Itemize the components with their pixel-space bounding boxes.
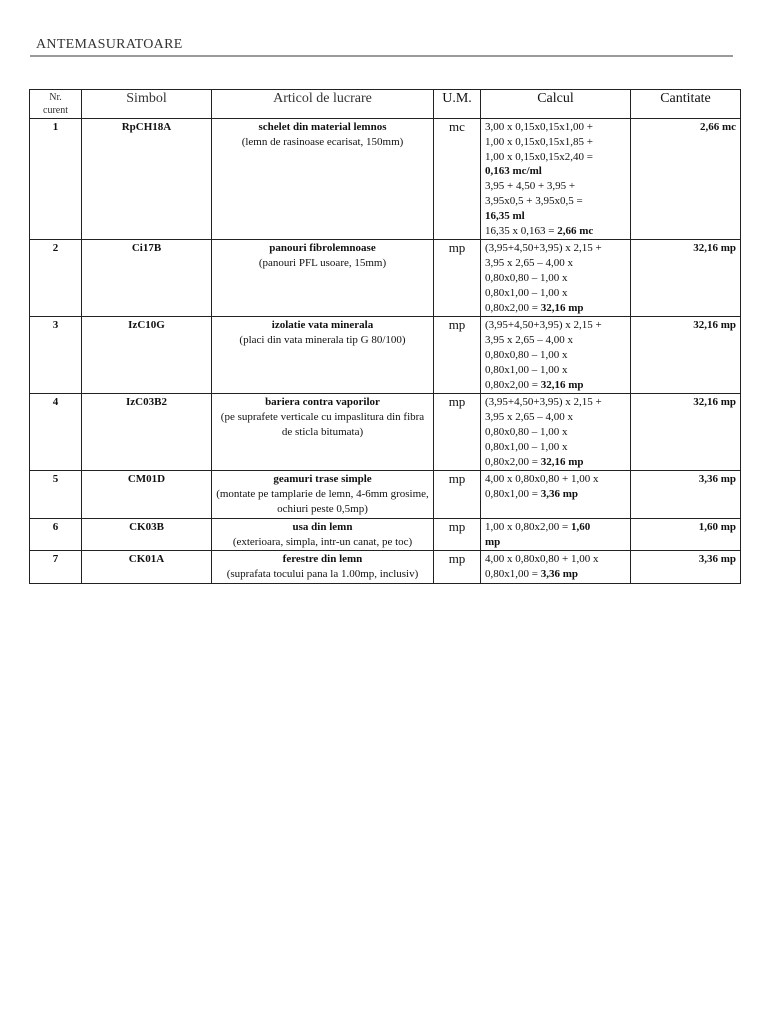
row-simbol: CM01D [82,471,212,518]
table-row [30,551,741,584]
calc-line [485,552,626,567]
articol-detail: (panouri PFL usoare, 15mm) [258,257,387,270]
calc-text: 3,00 x 0,15x0,15x1,00 + [485,121,593,133]
table-body [30,119,741,584]
calc-line [485,455,626,470]
calc-text: 3,95 x 2,65 – 4,00 x [485,411,573,424]
calc-line [485,179,626,194]
row-cantitate: 3,36 mp [631,551,741,584]
measurement-table [29,89,741,584]
calc-line [485,567,626,582]
calc-line [485,487,626,502]
row-um: mp [434,471,481,518]
calc-result: mp [485,535,501,548]
row-um: mp [434,240,481,317]
row-simbol: Ci17B [82,240,212,317]
row-calcul [481,551,631,584]
row-articol [212,240,434,317]
calc-result: 16,35 ml [485,209,525,222]
calc-line [485,520,626,535]
row-calcul [481,240,631,317]
row-number: 7 [30,551,82,584]
calc-result: 3,36 mp [540,488,578,501]
articol-title: schelet din material lemnos [258,121,387,133]
document-title: ANTEMASURATOARE [36,37,183,52]
row-um: mp [434,518,481,551]
calc-line [485,395,626,410]
calc-text: 16,35 x 0,163 = [485,224,558,237]
row-um: mp [434,317,481,394]
calc-line [485,135,626,150]
calc-text: 1,00 x 0,80x2,00 = [485,520,571,533]
row-cantitate: 2,66 mc [631,119,741,240]
calc-line [485,241,626,256]
row-simbol: CK01A [82,551,212,584]
calc-line [485,425,626,440]
row-um: mp [434,551,481,584]
table-header-row [30,90,741,119]
table-row [30,119,741,240]
row-number: 6 [30,518,82,551]
row-number: 2 [30,240,82,317]
row-articol [212,471,434,518]
calc-text: 1,00 x 0,15x0,15x1,85 + [485,135,593,148]
calc-line [485,535,626,550]
calc-result: 3,36 mp [540,568,578,581]
calc-line [485,410,626,425]
articol-title: izolatie vata minerala [271,319,374,332]
articol-title: ferestre din lemn [282,553,363,566]
calc-result: 2,66 mc [557,224,594,237]
row-um: mc [434,119,481,240]
calc-text: 0,80x0,80 – 1,00 x [485,348,568,361]
header-um: U.M. [434,90,481,119]
calc-line [485,318,626,333]
calc-text: 3,95 x 2,65 – 4,00 x [485,334,573,347]
row-number: 1 [30,119,82,240]
table-row [30,394,741,471]
calc-text: 3,95 x 2,65 – 4,00 x [485,257,573,270]
calc-text: (3,95+4,50+3,95) x 2,15 + [485,242,602,255]
calc-text: (3,95+4,50+3,95) x 2,15 + [485,319,602,332]
articol-detail: (pe suprafete verticale cu impaslitura din fibra de sticla bitumata) [220,411,425,438]
row-cantitate: 3,36 mp [631,471,741,518]
articol-title: bariera contra vaporilor [265,396,380,409]
articol-detail: (placi din vata minerala tip G 80/100) [239,334,406,347]
calc-line [485,271,626,286]
calc-text: (3,95+4,50+3,95) x 2,15 + [485,396,602,409]
calc-line [485,363,626,378]
calc-line [485,120,626,135]
calc-line [485,472,626,487]
articol-title: panouri fibrolemnoase [269,242,376,255]
row-cantitate: 1,60 mp [631,518,741,551]
calc-result: 0,163 mc/ml [485,165,542,178]
calc-text: 3,95x0,5 + 3,95x0,5 = [485,194,583,207]
calc-line [485,378,626,393]
calc-text: 3,95 + 4,50 + 3,95 + [485,180,576,193]
calc-text: 4,00 x 0,80x0,80 + 1,00 x [485,473,599,486]
row-simbol: CK03B [82,518,212,551]
table-row [30,240,741,317]
calc-text: 1,00 x 0,15x0,15x2,40 = [485,150,593,163]
articol-detail: (exterioara, simpla, intr-un canat, pe toc) [232,535,413,548]
calc-line [485,348,626,363]
articol-detail: (lemn de rasinoase ecarisat, 150mm) [241,135,404,148]
calc-text: 0,80x2,00 = [485,378,541,391]
calc-line [485,256,626,271]
articol-title: usa din lemn [292,520,353,533]
header-simbol: Simbol [82,90,212,119]
row-articol [212,119,434,240]
calc-text: 0,80x2,00 = [485,301,541,314]
calc-line [485,301,626,316]
calc-text: 0,80x0,80 – 1,00 x [485,425,568,438]
calc-result: 32,16 mp [540,378,584,391]
calc-text: 0,80x0,80 – 1,00 x [485,271,568,284]
row-um: mp [434,394,481,471]
calc-line [485,333,626,348]
calc-result: 1,60 [570,520,591,533]
articol-detail: (suprafata tocului pana la 1.00mp, inclusiv) [226,568,419,581]
calc-result: 32,16 mp [540,455,584,468]
row-calcul [481,518,631,551]
calc-line [485,224,626,239]
calc-line [485,164,626,179]
header-nr-curent [30,90,82,119]
header-cantitate: Cantitate [631,90,741,119]
row-articol [212,394,434,471]
calc-text: 0,80x2,00 = [485,455,541,468]
calc-text: 0,80x1,00 – 1,00 x [485,286,568,299]
articol-detail: (montate pe tamplarie de lemn, 4-6mm grosime, ochiuri peste 0,5mp) [216,488,429,515]
row-number: 4 [30,394,82,471]
row-cantitate: 32,16 mp [631,240,741,317]
row-number: 5 [30,471,82,518]
row-calcul [481,317,631,394]
row-cantitate: 32,16 mp [631,317,741,394]
row-calcul [481,394,631,471]
header-nr-line2: curent [43,105,68,116]
row-articol [212,317,434,394]
row-number: 3 [30,317,82,394]
calc-result: 32,16 mp [540,301,584,314]
table-row [30,317,741,394]
header-nr-line1: Nr. [49,92,62,103]
calc-text: 4,00 x 0,80x0,80 + 1,00 x [485,553,599,566]
articol-title: geamuri trase simple [273,473,372,486]
row-articol [212,518,434,551]
row-simbol: IzC03B2 [82,394,212,471]
row-articol [212,551,434,584]
calc-line [485,209,626,224]
calc-line [485,440,626,455]
row-simbol: IzC10G [82,317,212,394]
calc-text: 0,80x1,00 – 1,00 x [485,363,568,376]
header-calcul: Calcul [481,90,631,119]
calc-line [485,150,626,165]
title-underline [30,55,733,57]
calc-text: 0,80x1,00 = [485,488,541,501]
row-simbol: RpCH18A [82,119,212,240]
table-row [30,471,741,518]
calc-text: 0,80x1,00 = [485,568,541,581]
row-calcul [481,119,631,240]
row-calcul [481,471,631,518]
header-articol: Articol de lucrare [212,90,434,119]
table-row [30,518,741,551]
calc-line [485,286,626,301]
calc-line [485,194,626,209]
row-cantitate: 32,16 mp [631,394,741,471]
calc-text: 0,80x1,00 – 1,00 x [485,440,568,453]
